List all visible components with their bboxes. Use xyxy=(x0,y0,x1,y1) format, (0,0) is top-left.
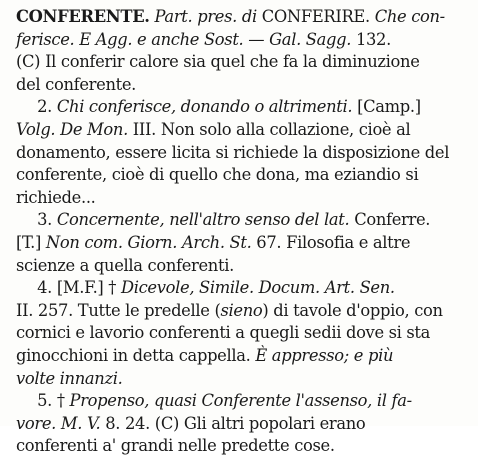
entry-text: scienze a quella conferenti. xyxy=(16,255,234,276)
entry-text: [Camp.] xyxy=(352,97,421,118)
entry-text: 67. Filosofia e altre xyxy=(251,232,411,253)
italic-text: Volg. De Mon. xyxy=(16,119,128,140)
italic-text: Non com. Giorn. Arch. St. xyxy=(45,232,252,253)
entry-text: CONFERIRE. xyxy=(256,7,375,27)
entry-line xyxy=(16,164,452,187)
entry-text: ) di tavole d'oppio, con xyxy=(262,300,443,321)
entry-line xyxy=(16,390,452,413)
entry-text: 4. [M.F.] † xyxy=(37,278,121,299)
entry-line xyxy=(16,345,452,368)
entry-text: II. 257. Tutte le predelle ( xyxy=(16,300,221,321)
italic-text: volte innanzi. xyxy=(16,368,123,389)
entry-line xyxy=(16,435,452,458)
entry-line xyxy=(16,277,452,300)
entry-line xyxy=(16,368,452,391)
entry-line xyxy=(16,413,452,436)
italic-text: Concernente, nell'altro senso del lat. xyxy=(56,210,350,231)
italic-text: Dicevole, Simile. Docum. Art. Sen. xyxy=(120,278,395,299)
italic-text: Propenso, quasi Conferente l'assenso, il fa- xyxy=(69,391,412,412)
headword: CONFERENTE. xyxy=(16,7,150,27)
entry-line xyxy=(16,96,452,119)
entry-text: 2. xyxy=(37,97,57,118)
entry-line xyxy=(16,255,452,278)
italic-text: Gal. Sagg. xyxy=(269,29,352,50)
entry-text: conferente, cioè di quello che dona, ma eziandio si xyxy=(16,165,419,186)
italic-text: Che con- xyxy=(374,7,445,27)
entry-line xyxy=(16,51,452,74)
entry-text: [T.] xyxy=(16,232,46,253)
italic-text: È appresso; e più xyxy=(255,345,394,366)
italic-text: Chi conferisce, donando o altrimenti. xyxy=(56,97,353,118)
entry-line xyxy=(16,142,452,165)
entry-line xyxy=(16,232,452,255)
entry-line xyxy=(16,209,452,232)
entry-text: conferenti a' grandi nelle predette cose. xyxy=(16,436,335,457)
italic-text: ferisce. E Agg. e anche Sost. xyxy=(16,29,244,50)
entry-text: — xyxy=(243,29,270,50)
entry-text: richiede... xyxy=(16,187,96,208)
entry-text: Conferre. xyxy=(349,210,431,231)
entry-line xyxy=(16,74,452,97)
entry-text: 5. † xyxy=(37,391,70,412)
entry-text: ginocchioni in detta cappella. xyxy=(16,345,256,366)
entry-line xyxy=(16,119,452,142)
entry-text: 8. 24. (C) Gli altri popolari erano xyxy=(100,413,366,434)
dictionary-entry-conferente xyxy=(16,6,470,458)
entry-line xyxy=(16,187,452,210)
entry-text: del conferente. xyxy=(16,74,137,95)
entry-text: (C) Il conferir calore sia quel che fa la diminuzione xyxy=(16,52,420,73)
italic-text: vore. M. V. xyxy=(16,413,101,434)
italic-text: Part. pres. di xyxy=(154,7,257,27)
entry-line xyxy=(16,6,452,29)
entry-text: cornici e lavorio conferenti a quegli sedii dove si sta xyxy=(16,323,431,344)
entry-line xyxy=(16,322,452,345)
entry-line xyxy=(16,300,452,323)
entry-text: donamento, essere licita si richiede la disposizione del xyxy=(16,142,450,163)
entry-text: III. Non solo alla collazione, cioè al xyxy=(127,119,411,140)
entry-text: 132. xyxy=(351,29,391,50)
italic-text: sieno xyxy=(220,300,263,321)
entry-text: 3. xyxy=(37,210,57,231)
entry-line xyxy=(16,29,452,52)
